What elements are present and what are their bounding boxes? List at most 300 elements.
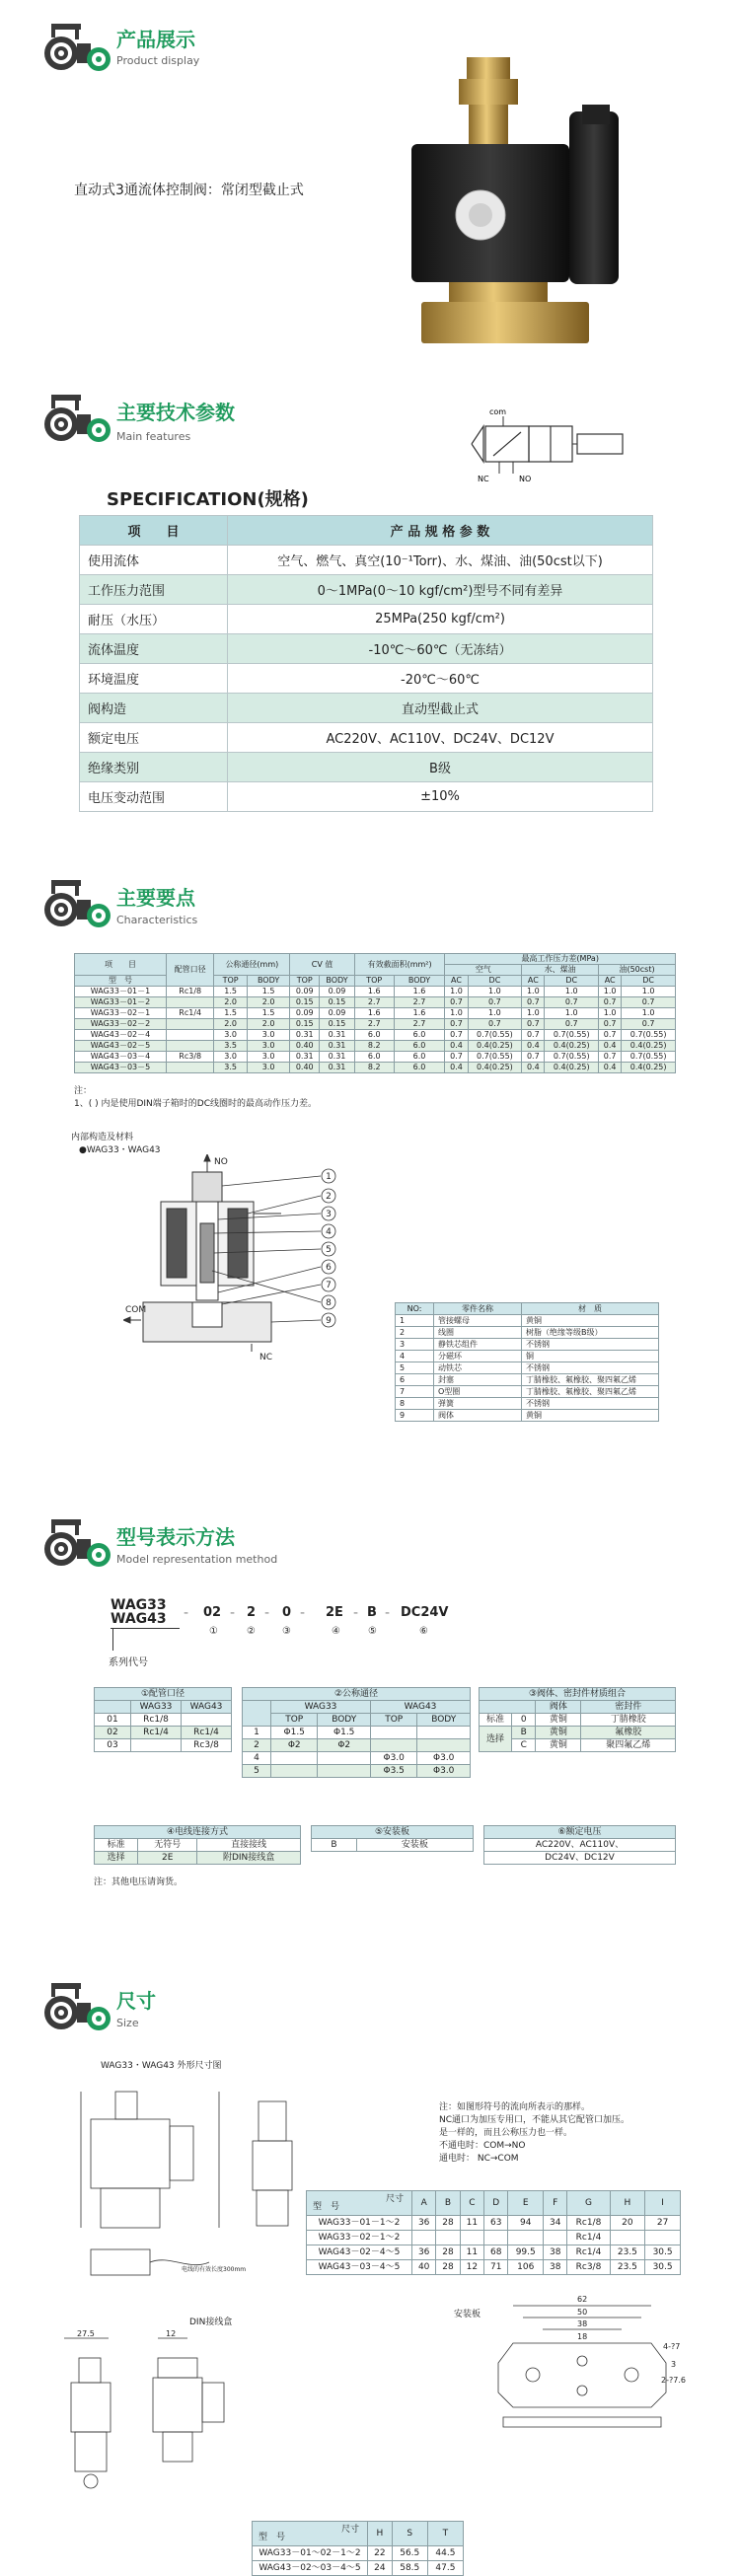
voltage-table: [483, 1825, 676, 1865]
hst-cell: 44.5: [427, 2546, 463, 2561]
spec-header-item: 项 目: [80, 516, 228, 546]
dim-cell: WAG33－02－1～2: [307, 2231, 412, 2245]
char-cell: 0.7: [622, 1019, 676, 1030]
char-cell: 0.7: [522, 1052, 545, 1063]
char-cell: 0.4(0.25): [545, 1063, 599, 1073]
dim-cell: 99.5: [508, 2245, 544, 2260]
dim-cell: 23.5: [610, 2260, 645, 2275]
char-cell: 0.31: [320, 1041, 355, 1052]
pipe-size-cell: Rc1/8: [131, 1714, 182, 1727]
char-cell: 0.7: [599, 1019, 622, 1030]
model-num: ②: [247, 1626, 256, 1637]
parts-cell: 1: [396, 1315, 434, 1327]
mount-title: ⑤安装板: [312, 1826, 474, 1839]
wiring-cell: 直接接线: [197, 1839, 301, 1852]
model-part-wiring: 2E: [326, 1605, 343, 1620]
char-subheader: BODY: [320, 976, 355, 987]
material-code: 0: [512, 1714, 536, 1727]
char-cell: 0.4(0.25): [545, 1041, 599, 1052]
hst-cell: WAG33－01～02－1～2: [253, 2546, 368, 2561]
callout-number: 2: [326, 1192, 332, 1202]
model-dash: -: [230, 1605, 236, 1621]
char-cell: 2.7: [394, 1019, 445, 1030]
spec-row: [80, 605, 653, 634]
mount-dim: 2-?7.6: [661, 2376, 686, 2385]
mount-dim: 38: [577, 2319, 588, 2328]
dim-cell: 28: [436, 2245, 460, 2260]
char-cell: 0.7(0.55): [622, 1030, 676, 1041]
bore-table: [242, 1687, 471, 1778]
char-subheader: BODY: [394, 976, 445, 987]
dim-cell: WAG33－01－1～2: [307, 2216, 412, 2231]
mount-dim: 62: [577, 2295, 588, 2304]
voltage-note: 注：其他电压请询货。: [94, 1877, 184, 1887]
char-cell: 1.6: [354, 1008, 394, 1019]
char-cell: 1.0: [468, 987, 522, 997]
voltage-cell: AC220V、AC110V、: [484, 1839, 676, 1852]
section-gear-icon: [37, 1517, 114, 1569]
dim-cell: 27: [645, 2216, 681, 2231]
voltage-title: ⑥额定电压: [484, 1826, 676, 1839]
char-cell: 1.0: [599, 1008, 622, 1019]
cable-length-label: 电线的有效长度300mm: [182, 2266, 247, 2273]
char-cell: 0.09: [290, 987, 320, 997]
parts-cell: 静铁芯组件: [434, 1339, 522, 1351]
din-box-label: DIN接线盒: [189, 2318, 233, 2327]
bore-subheader: TOP: [271, 1714, 318, 1727]
dim-cell: Rc1/4: [567, 2231, 610, 2245]
dim-cell: WAG43－03－4～5: [307, 2260, 412, 2275]
char-cell: 0.4(0.25): [622, 1041, 676, 1052]
parts-cell: 5: [396, 1362, 434, 1374]
wiring-cell: 无符号: [138, 1839, 197, 1852]
char-cell: 0.15: [290, 1019, 320, 1030]
dim-col: G: [567, 2191, 610, 2216]
bore-cell: Φ3.5: [370, 1765, 416, 1778]
wiring-cell: 标准: [95, 1839, 138, 1852]
model-dash: -: [353, 1605, 359, 1621]
dim-header-size: 尺寸: [385, 2194, 404, 2204]
char-cell: 0.4(0.25): [622, 1063, 676, 1073]
dim-cell: 23.5: [610, 2245, 645, 2260]
model-num: ①: [209, 1626, 218, 1637]
dim-cell: 38: [544, 2245, 567, 2260]
dim-col: E: [508, 2191, 544, 2216]
char-cell: 0.4: [445, 1041, 468, 1052]
char-cell: 0.7: [445, 1030, 468, 1041]
char-cell: 0.7: [522, 997, 545, 1008]
dim-cell: 106: [508, 2260, 544, 2275]
dim-cell: 11: [460, 2245, 483, 2260]
bore-subheader: TOP: [370, 1714, 416, 1727]
parts-cell: 9: [396, 1410, 434, 1422]
char-cell: WAG33－01－2: [75, 997, 167, 1008]
dim-cell: 38: [544, 2260, 567, 2275]
char-cell: 0.15: [290, 997, 320, 1008]
char-subheader: TOP: [214, 976, 247, 987]
parts-table: [395, 1302, 659, 1422]
mount-plate-drawing: [464, 2284, 701, 2432]
hst-cell: 56.5: [392, 2546, 427, 2561]
char-cell: WAG43－03－4: [75, 1052, 167, 1063]
bore-code: 2: [243, 1739, 271, 1752]
section-title-model-representation: 型号表示方法: [116, 1525, 235, 1549]
hst-corner: [253, 2522, 368, 2546]
parts-row: [396, 1339, 659, 1351]
char-header-oil: 油(50cst): [599, 965, 676, 976]
char-cell: 6.0: [354, 1030, 394, 1041]
outline-dimension-drawing: [71, 2082, 308, 2299]
char-cell: 1.0: [622, 987, 676, 997]
material-header: 密封件: [581, 1701, 676, 1714]
parts-cell: 黄铜: [522, 1410, 659, 1422]
char-cell: 3.0: [247, 1030, 289, 1041]
material-select: 选择: [480, 1727, 512, 1752]
parts-header: 零件名称: [434, 1303, 522, 1315]
bore-header: WAG43: [370, 1701, 470, 1714]
callout-number: 3: [326, 1210, 332, 1219]
dim-cell: [544, 2231, 567, 2245]
callout-number: 8: [326, 1298, 332, 1308]
char-cell: 0.7(0.55): [468, 1052, 522, 1063]
char-row: [75, 1052, 676, 1063]
char-cell: 3.0: [214, 1030, 247, 1041]
section-title-product-display: 产品展示: [116, 28, 195, 51]
mount-dim: 4-?7: [663, 2342, 681, 2351]
parts-row: [396, 1327, 659, 1339]
model-num: ⑥: [419, 1626, 428, 1637]
dim-row: [307, 2216, 681, 2231]
dim-header-model: 型 号: [313, 2202, 340, 2212]
spec-row: [80, 664, 653, 694]
char-cell: 0.7: [599, 1052, 622, 1063]
spec-value: B级: [228, 753, 653, 782]
parts-cell: 管接螺母: [434, 1315, 522, 1327]
bore-cell: [370, 1739, 416, 1752]
model-num: ⑤: [368, 1626, 377, 1637]
char-subheader: DC: [545, 976, 599, 987]
hst-cell: 24: [368, 2561, 393, 2576]
char-cell: 0.7: [545, 1019, 599, 1030]
parts-cell: 6: [396, 1374, 434, 1386]
bore-cell: Φ1.5: [271, 1727, 318, 1739]
char-cell: 1.0: [468, 1008, 522, 1019]
spec-value: ±10%: [228, 782, 653, 812]
char-cell: 0.15: [320, 1019, 355, 1030]
char-cell: WAG43－02－4: [75, 1030, 167, 1041]
parts-cell: 阀体: [434, 1410, 522, 1422]
dim-row: [307, 2260, 681, 2275]
model-dash: -: [184, 1605, 189, 1621]
dim-cell: 34: [544, 2216, 567, 2231]
structure-com-label: COM: [125, 1305, 147, 1315]
char-subheader: TOP: [290, 976, 320, 987]
section-gear-icon: [37, 1981, 114, 2032]
parts-cell: 不锈钢: [522, 1339, 659, 1351]
hst-header-model: 型 号: [259, 2533, 286, 2542]
internal-structure-diagram: [123, 1154, 370, 1362]
char-row: [75, 1041, 676, 1052]
char-row: [75, 1019, 676, 1030]
size-drawing-title: WAG33・WAG43 外形尺寸图: [101, 2061, 222, 2071]
spec-row: [80, 546, 653, 575]
char-cell: 6.0: [394, 1052, 445, 1063]
bore-code: 4: [243, 1752, 271, 1765]
char-cell: 1.6: [354, 987, 394, 997]
char-header-pressure: 最高工作压力差(MPa): [445, 954, 676, 965]
char-header-pipe: 配管口径: [167, 954, 214, 987]
model-code-wag33: WAG33: [111, 1597, 167, 1613]
model-code-block: [111, 1598, 167, 1626]
char-cell: 3.0: [214, 1052, 247, 1063]
char-cell: 0.4: [445, 1063, 468, 1073]
hst-table: [252, 2521, 464, 2576]
char-cell: 0.31: [320, 1052, 355, 1063]
char-cell: 0.4(0.25): [468, 1041, 522, 1052]
parts-cell: 树脂（绝缘等级B级）: [522, 1327, 659, 1339]
section-subtitle-model-representation: Model representation method: [116, 1553, 278, 1566]
hst-row: [253, 2546, 464, 2561]
hst-col: H: [368, 2522, 393, 2546]
spec-label: 电压变动范围: [80, 782, 228, 812]
char-cell: Rc1/8: [167, 987, 214, 997]
dim-cell: Rc3/8: [567, 2260, 610, 2275]
section-subtitle-size: Size: [116, 2017, 139, 2029]
din-dim-12: 12: [166, 2329, 177, 2338]
spec-label: 绝缘类别: [80, 753, 228, 782]
material-cell: 丁腈橡胶: [581, 1714, 676, 1727]
parts-header: 材 质: [522, 1303, 659, 1315]
char-cell: WAG33－02－1: [75, 1008, 167, 1019]
callout-number: 1: [326, 1172, 332, 1182]
char-header-area: 有效截面积(mm²): [354, 954, 445, 976]
dim-cell: 68: [484, 2245, 508, 2260]
dim-cell: Rc1/8: [567, 2216, 610, 2231]
model-part-material: 0: [282, 1605, 292, 1620]
char-cell: 1.5: [247, 987, 289, 997]
char-cell: [167, 1041, 214, 1052]
spec-header-row: [80, 516, 653, 546]
bore-cell: [318, 1765, 371, 1778]
spec-heading: SPECIFICATION(规格): [107, 489, 309, 510]
spec-value: AC220V、AC110V、DC24V、DC12V: [228, 723, 653, 753]
char-cell: [167, 997, 214, 1008]
char-cell: 0.7(0.55): [622, 1052, 676, 1063]
char-cell: 1.0: [445, 1008, 468, 1019]
symbol-com-label: com: [489, 407, 507, 416]
char-cell: 6.0: [394, 1041, 445, 1052]
model-code-wag43: WAG43: [111, 1611, 167, 1627]
spec-row: [80, 723, 653, 753]
char-header-cv: CV 值: [290, 954, 354, 976]
material-cell: 聚四氟乙烯: [581, 1739, 676, 1752]
char-cell: 0.15: [320, 997, 355, 1008]
dim-cell: 40: [412, 2260, 436, 2275]
spec-label: 环境温度: [80, 664, 228, 694]
parts-row: [396, 1374, 659, 1386]
mount-dim: 50: [577, 2308, 588, 2317]
bore-cell: [417, 1739, 471, 1752]
char-cell: Rc3/8: [167, 1052, 214, 1063]
material-cell: 氟橡胶: [581, 1727, 676, 1739]
dim-col: I: [645, 2191, 681, 2216]
char-cell: 0.4: [522, 1063, 545, 1073]
char-cell: 1.5: [247, 1008, 289, 1019]
bore-cell: [370, 1727, 416, 1739]
bore-title: ②公称通径: [243, 1688, 471, 1701]
spec-table: [79, 515, 653, 812]
dim-cell: [460, 2231, 483, 2245]
char-cell: 0.31: [290, 1030, 320, 1041]
dim-cell: 30.5: [645, 2260, 681, 2275]
char-cell: 0.7(0.55): [545, 1030, 599, 1041]
mount-table: [311, 1825, 474, 1852]
char-subheader: TOP: [354, 976, 394, 987]
dim-row: [307, 2231, 681, 2245]
char-header-water: 水、煤油: [522, 965, 599, 976]
char-header-bore: 公称通径(mm): [214, 954, 290, 976]
parts-cell: 封塞: [434, 1374, 522, 1386]
char-cell: 1.0: [522, 987, 545, 997]
spec-value: 25MPa(250 kgf/cm²): [228, 605, 653, 634]
symbol-nc-label: NC: [478, 475, 489, 483]
char-header-air: 空气: [445, 965, 522, 976]
material-cell: 黄铜: [536, 1739, 581, 1752]
char-cell: 0.09: [320, 1008, 355, 1019]
dim-row: [307, 2245, 681, 2260]
section-subtitle-product-display: Product display: [116, 54, 200, 67]
section-subtitle-main-features: Main features: [116, 430, 191, 443]
hst-cell: WAG43－02～03－4～5: [253, 2561, 368, 2576]
parts-row: [396, 1315, 659, 1327]
parts-row: [396, 1410, 659, 1422]
bore-cell: [271, 1765, 318, 1778]
dim-cell: WAG43－02－4～5: [307, 2245, 412, 2260]
char-cell: [167, 1063, 214, 1073]
structure-no-label: NO: [214, 1157, 228, 1167]
symbol-no-label: NO: [519, 475, 532, 483]
spec-label: 阀构造: [80, 694, 228, 723]
parts-cell: 7: [396, 1386, 434, 1398]
parts-cell: 线圈: [434, 1327, 522, 1339]
char-note-text: 1、( ) 内是使用DIN端子箱时的DC线圈时的最高动作压力差。: [74, 1099, 318, 1109]
char-cell: 0.7: [545, 997, 599, 1008]
parts-cell: 动铁芯: [434, 1362, 522, 1374]
spec-row: [80, 694, 653, 723]
spec-header-value: 产 品 规 格 参 数: [228, 516, 653, 546]
bore-cell: [417, 1727, 471, 1739]
characteristics-table: [74, 953, 676, 1073]
material-code: C: [512, 1739, 536, 1752]
material-cell: 黄铜: [536, 1727, 581, 1739]
char-cell: 1.0: [522, 1008, 545, 1019]
dim-cell: 11: [460, 2216, 483, 2231]
hst-header-size: 尺寸: [340, 2525, 359, 2535]
dim-col: F: [544, 2191, 567, 2216]
char-cell: [167, 1030, 214, 1041]
spec-value: -10℃～60℃（无冻结）: [228, 634, 653, 664]
char-subheader: DC: [622, 976, 676, 987]
char-cell: 1.6: [394, 1008, 445, 1019]
char-cell: 3.0: [247, 1041, 289, 1052]
spec-value: 直动型截止式: [228, 694, 653, 723]
parts-cell: 不锈钢: [522, 1398, 659, 1410]
char-cell: 0.7: [445, 1019, 468, 1030]
bore-cell: [271, 1752, 318, 1765]
dim-cell: 36: [412, 2245, 436, 2260]
char-cell: 0.31: [320, 1063, 355, 1073]
char-subheader: AC: [522, 976, 545, 987]
model-num: ③: [282, 1626, 291, 1637]
voltage-cell: DC24V、DC12V: [484, 1852, 676, 1865]
bore-cell: Φ2: [271, 1739, 318, 1752]
char-cell: 0.4: [599, 1063, 622, 1073]
char-header-model: 型 号: [75, 976, 167, 987]
parts-cell: 8: [396, 1398, 434, 1410]
char-cell: 0.09: [320, 987, 355, 997]
char-cell: 2.0: [214, 997, 247, 1008]
callout-number: 9: [326, 1316, 332, 1326]
din-box-drawing: [59, 2328, 257, 2496]
char-row: [75, 997, 676, 1008]
din-dim-27-5: 27.5: [77, 2329, 95, 2338]
bore-header: WAG33: [271, 1701, 371, 1714]
spec-row: [80, 575, 653, 605]
char-cell: WAG33－02－2: [75, 1019, 167, 1030]
char-cell: 3.5: [214, 1063, 247, 1073]
char-cell: 0.40: [290, 1041, 320, 1052]
dim-cell: [484, 2231, 508, 2245]
section-gear-icon: [37, 878, 114, 929]
char-cell: 6.0: [394, 1063, 445, 1073]
char-cell: 0.31: [290, 1052, 320, 1063]
spec-value: 0～1MPa(0～10 kgf/cm²)型号不同有差异: [228, 575, 653, 605]
char-cell: 1.0: [445, 987, 468, 997]
pipe-size-code: 02: [95, 1727, 131, 1739]
callout-number: 6: [326, 1263, 332, 1273]
dim-cell: [610, 2231, 645, 2245]
pipe-size-title: ①配管口径: [95, 1688, 232, 1701]
char-cell: [167, 1019, 214, 1030]
parts-cell: 4: [396, 1351, 434, 1362]
bore-subheader: BODY: [318, 1714, 371, 1727]
model-part-mount: B: [367, 1605, 377, 1620]
section-gear-icon: [37, 22, 114, 73]
parts-cell: 弹簧: [434, 1398, 522, 1410]
wiring-cell: 选择: [95, 1852, 138, 1865]
material-standard: 标准: [480, 1714, 512, 1727]
dim-cell: 20: [610, 2216, 645, 2231]
spec-value: 空气、燃气、真空(10⁻¹Torr)、水、煤油、油(50cst以下): [228, 546, 653, 575]
dim-cell: [412, 2231, 436, 2245]
char-cell: 8.2: [354, 1041, 394, 1052]
dim-col: C: [460, 2191, 483, 2216]
mount-cell: 安装板: [356, 1839, 473, 1852]
pipe-size-cell: [182, 1714, 232, 1727]
structure-nc-label: NC: [259, 1353, 273, 1362]
material-cell: 黄铜: [536, 1714, 581, 1727]
callout-number: 4: [326, 1227, 332, 1237]
hst-cell: 47.5: [427, 2561, 463, 2576]
char-cell: WAG33－01－1: [75, 987, 167, 997]
parts-row: [396, 1398, 659, 1410]
pipe-size-cell: Rc1/4: [182, 1727, 232, 1739]
char-cell: 1.0: [545, 987, 599, 997]
spec-label: 流体温度: [80, 634, 228, 664]
char-cell: 3.0: [247, 1063, 289, 1073]
mount-cell: B: [312, 1839, 357, 1852]
pipe-size-header: WAG33: [131, 1701, 182, 1714]
